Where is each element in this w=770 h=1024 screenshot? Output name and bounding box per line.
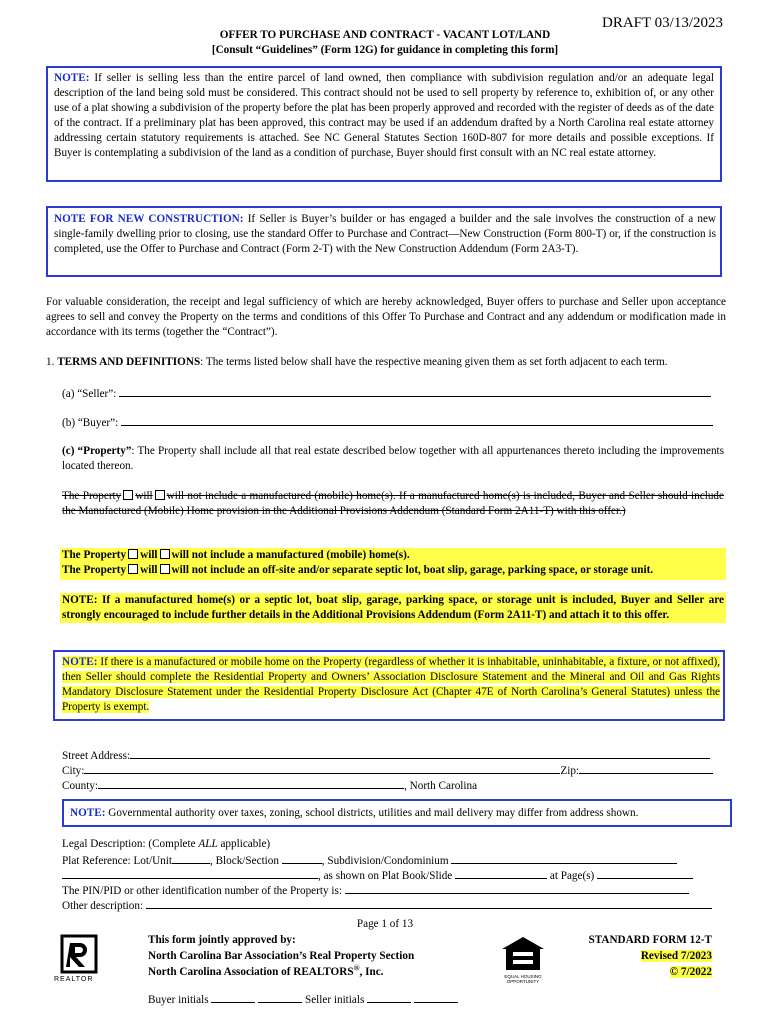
legal-description-heading <box>62 837 270 852</box>
disclosure-note <box>62 655 720 715</box>
buyer-initials-field-2[interactable] <box>258 991 302 1003</box>
option-text: will <box>140 564 158 576</box>
note-text: Governmental authority over taxes, zoning, school districts, utilities and mail delivery may differ from address shown. <box>108 807 639 819</box>
manufactured-home-options <box>60 548 726 580</box>
section-intro-text: : The terms listed below shall have the respective meaning given them as set forth adjacent to each term. <box>200 356 668 368</box>
plat-book-label: , as shown on Plat Book/Slide <box>318 870 453 882</box>
other-description-field[interactable] <box>146 897 712 909</box>
consideration-paragraph: For valuable consideration, the receipt and legal sufficiency of which are hereby acknowledged, Buyer offers to purchase and Seller upon acceptance agrees to sell and convey the Property on the terms and conditions of this Offer To Purchase and Contract and any addendum or modification made in accordance with its terms (together the “Contract”). <box>46 296 726 338</box>
option-text: will <box>140 549 158 561</box>
section-number: 1. <box>46 356 55 368</box>
street-address-field[interactable] <box>130 747 710 759</box>
buyer-label: (b) “Buyer”: <box>62 417 119 429</box>
option-text: The Property <box>62 564 127 576</box>
note-text: If seller is selling less than the entire parcel of land owned, then compliance with subdivision regulation and/or an adequate legal description of the land being sold must be considered. This contract should not be used to sell property by reference to, exhibition of, or any other use of a plat showing a subdivision of the property before the plat has been properly approved and recorded with the register of deeds as of the date of the contract. If a preliminary plat has been approved, this contract may be used if an addendum drafted by a North Carolina real estate attorney addressing certain statutory requirements is attached. See NC General Statutes Section 160D-807 for more details and possible exceptions. If Buyer is contemplating a subdivision of the land as a condition of purchase, Buyer should first consult with an NC real estate attorney. <box>54 72 714 159</box>
equal-housing-icon <box>498 934 548 974</box>
property-text: : The Property shall include all that real estate described below together with all appurtenances thereto including the improvements located thereon. <box>62 445 724 472</box>
note-text: If there is a manufactured or mobile home on the Property (regardless of whether it is inhabitable, uninhabitable, a fixture, or not affixed), then Seller should complete the Residential Property and Owners’ Association Disclosure Statement and the Mineral and Oil and Gas Rights Mandatory Disclosure Statement under the Residential Property Disclosure Act (Chapter 47E of North Carolina’s General Statutes) unless the Property is exempt. <box>62 656 721 713</box>
block-label: , Block/Section <box>209 855 279 867</box>
registered-mark: ® <box>353 963 360 973</box>
equal-housing-logo <box>498 934 548 986</box>
pages-label: at Page(s) <box>549 870 595 882</box>
will-checkbox[interactable] <box>128 549 138 559</box>
option-text: will not include an off-site and/or separate septic lot, boat slip, garage, parking space, or storage unit. <box>171 564 654 576</box>
street-label: Street Address: <box>62 750 131 762</box>
realtor-text: REALTOR <box>54 976 94 983</box>
lot-unit-field[interactable] <box>172 852 210 864</box>
seller-initials-field-2[interactable] <box>414 991 458 1003</box>
section-1-intro <box>46 355 726 370</box>
block-section-field[interactable] <box>282 852 322 864</box>
equal-housing-text: EQUAL HOUSING OPPORTUNITY <box>504 974 542 984</box>
zip-label: Zip: <box>560 765 580 777</box>
state-text: , North Carolina <box>404 780 478 792</box>
seller-initials-field-1[interactable] <box>367 991 411 1003</box>
approval-line <box>148 964 414 980</box>
property-label: (c) “Property” <box>62 445 132 457</box>
note-text: If Seller is Buyer’s builder or has engaged a builder and the sale involves the construction of a new single-family dwelling prior to closing, use the standard Offer to Purchase and Contract—New Construction (Form 800-T) or, if the construction is completed, use the Offer to Purchase and Contract (Form 2-T) with the New Construction Addendum (Form 2A3-T). <box>54 213 717 255</box>
buyer-line <box>62 414 722 431</box>
plat-label: Plat Reference: Lot/Unit <box>62 855 172 867</box>
subdivision-label: , Subdivision/Condominium <box>321 855 449 867</box>
form-subtitle: [Consult “Guidelines” (Form 12G) for guidance in completing this form] <box>211 44 559 56</box>
county-line <box>62 777 726 794</box>
plat-book-field[interactable] <box>455 867 547 879</box>
seller-initials-label: Seller initials <box>304 994 365 1006</box>
note-label: NOTE: <box>54 72 90 84</box>
pin-field[interactable] <box>345 882 689 894</box>
copyright-date: © 7/2022 <box>669 966 712 978</box>
new-construction-note <box>54 212 716 257</box>
page-number: Page 1 of 13 <box>356 918 414 930</box>
checkbox[interactable] <box>123 490 133 500</box>
buyer-initials-label: Buyer initials <box>148 994 209 1006</box>
option-text: The Property <box>62 549 127 561</box>
struck-text: will not include a manufactured (mobile) home(s). If a manufactured home(s) is included, Buyer and Seller should include the Manufactured (Mobile) Home provision in the Additional Provisions Addendum (Standard Form 2A11-T) with this offer.) <box>62 490 724 517</box>
form-number: STANDARD FORM 12-T <box>588 934 712 946</box>
checkbox[interactable] <box>155 490 165 500</box>
note-label: NOTE FOR NEW CONSTRUCTION: <box>54 213 244 225</box>
other-description-label: Other description: <box>62 900 144 912</box>
struck-text: The Property <box>62 490 122 502</box>
seller-line <box>62 385 722 402</box>
manufactured-home-note: NOTE: If a manufactured home(s) or a septic lot, boat slip, garage, parking space, or storage unit is included, Buyer and Seller are strongly encouraged to include further details in the Additional Provisions Addendum (Form 2A11-T) and attach it to this offer. <box>62 594 724 621</box>
approval-text: , Inc. <box>359 966 384 978</box>
buyer-initials-field-1[interactable] <box>211 991 255 1003</box>
form-id-block <box>560 932 712 980</box>
realtor-logo <box>56 934 106 986</box>
other-description-line <box>62 897 726 914</box>
approval-block <box>148 932 414 980</box>
subdivision-field[interactable] <box>451 852 677 864</box>
note-label: NOTE: <box>70 807 106 819</box>
approval-text: North Carolina Association of REALTORS <box>148 966 354 978</box>
offsite-line <box>60 563 726 578</box>
note-label: NOTE: <box>62 656 98 668</box>
option-text: will not include a manufactured (mobile) home(s). <box>171 549 410 561</box>
legal-emphasis: ALL <box>198 838 218 850</box>
struck-text: will <box>135 490 153 502</box>
approval-line: This form jointly approved by: <box>148 934 296 946</box>
pin-label: The PIN/PID or other identification number of the Property is: <box>62 885 342 897</box>
seller-label: (a) “Seller”: <box>62 388 117 400</box>
subdivision-note <box>54 71 714 161</box>
legal-text: applicable) <box>217 838 271 850</box>
city-label: City: <box>62 765 85 777</box>
legal-text: Legal Description: (Complete <box>62 838 199 850</box>
form-title: OFFER TO PURCHASE AND CONTRACT - VACANT LOT/LAND <box>219 29 551 41</box>
revised-date: Revised 7/2023 <box>640 950 712 962</box>
county-label: County: <box>62 780 99 792</box>
buyer-field[interactable] <box>121 414 713 426</box>
initials-line <box>148 991 458 1008</box>
manufactured-home-line <box>60 548 726 563</box>
struck-manufactured-home-paragraph <box>62 489 724 519</box>
draft-label: DRAFT 03/13/2023 <box>602 15 723 31</box>
approval-line: North Carolina Bar Association’s Real Property Section <box>148 950 415 962</box>
pages-field[interactable] <box>597 867 693 879</box>
zip-field[interactable] <box>579 762 713 774</box>
section-heading: TERMS AND DEFINITIONS <box>57 356 201 368</box>
property-definition <box>62 444 724 474</box>
governmental-note <box>70 806 730 821</box>
will-not-checkbox[interactable] <box>160 564 170 574</box>
seller-field[interactable] <box>119 385 711 397</box>
will-checkbox[interactable] <box>128 564 138 574</box>
plat-extra-field[interactable] <box>62 867 318 879</box>
county-field[interactable] <box>98 777 404 789</box>
city-field[interactable] <box>84 762 560 774</box>
will-not-checkbox[interactable] <box>160 549 170 559</box>
